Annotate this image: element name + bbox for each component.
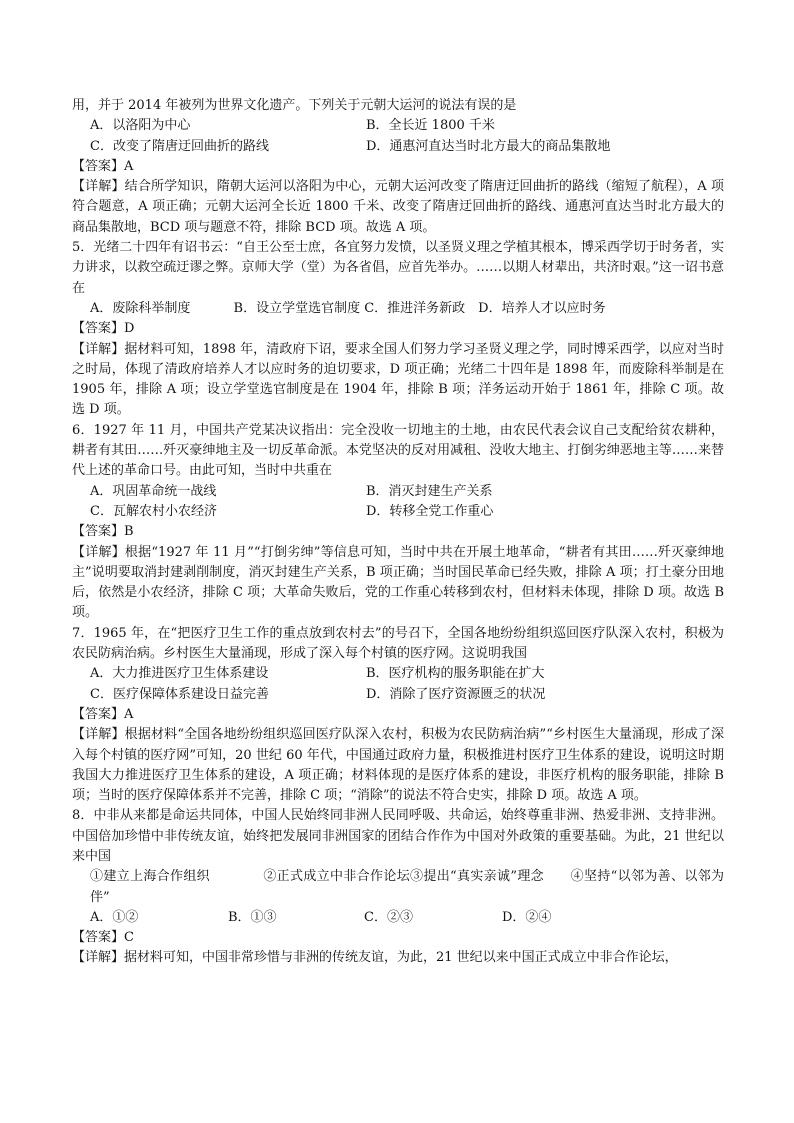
question-8: 8．中非从来都是命运共同体，中国人民始终同非洲人民同呼吸、共命运，始终尊重非洲、热爱非洲、支持非洲。中国倍加珍惜中非传统友谊，始终把发展同非洲国家的团结合作作为中国对外政策的重要基础。为此，21 世纪以来中国	[72, 808, 724, 864]
q6-answer: 【答案】B	[72, 524, 134, 540]
q7-option-d: D．消除了医疗资源匮乏的状况	[366, 686, 546, 702]
q7-option-a: A．大力推进医疗卫生体系建设	[90, 666, 269, 682]
q6-option-a: A．巩固革命统一战线	[90, 483, 217, 499]
q6-explanation: 【详解】根据“1927 年 11 月”“打倒劣绅”等信息可知，当时中共在开展土地革命，“耕者有其田……歼灭豪绅地主”说明要取消封建剥削制度，消灭封建生产关系，B 项正确；当时国民革命已经失败，排除 A 项；打土豪分田地后，依然是小农经济，排除 C 项；大革命失败后，党的工作重心转移到农村，但材料未体现，排除 D 项。故选 B 项。	[72, 544, 724, 621]
q8-statements: ①建立上海合作组织 ②正式成立中非合作论坛③提出“真实亲诚”理念 ④坚持“以邻为善、以邻为伴”	[90, 869, 724, 905]
q6-option-d: D．转移全党工作重心	[366, 503, 494, 519]
q4-answer: 【答案】A	[72, 158, 134, 174]
question-6: 6．1927 年 11 月，中国共产党某决议指出：完全没收一切地主的土地，由农民代表会议自己支配给贫农耕种，耕者有其田……歼灭豪绅地主及一切反革命派。本党坚决的反对用减租、没收大地主、打倒劣绅恶地主等……来替代上述的革命口号。由此可知，当时中共重在	[72, 422, 724, 479]
q7-explanation: 【详解】根据材料“全国各地纷纷组织巡回医疗队深入农村，积极为农民防病治病”“乡村医生大量涌现，形成了深入每个村镇的医疗网”可知，20 世纪 60 年代，中国通过政府力量，积极推进村医疗卫生体系的建设，说明这时期我国大力推进医疗卫生体系的建设，A 项正确；材料体现的是医疗体系的建设，非医疗机构的服务职能，排除 B 项；当时的医疗保障体系并不完善，排除 C 项；“消除”的说法不符合史实，排除 D 项。故选 A 项。	[72, 727, 724, 804]
q4-option-b: B．全长近 1800 千米	[366, 118, 495, 134]
q5-options: A．废除科举制度 B．设立学堂选官制度 C．推进洋务新政 D．培养人才以应时务	[90, 300, 606, 316]
q7-answer: 【答案】A	[72, 706, 134, 722]
q7-option-b: B．医疗机构的服务职能在扩大	[366, 666, 545, 682]
question-4-stem-tail: 用，并于 2014 年被列为世界文化遗产。下列关于元朝大运河的说法有误的是	[72, 98, 517, 113]
q4-option-d: D．通惠河直达当时北方最大的商品集散地	[366, 138, 611, 154]
q6-options-row-1	[72, 482, 724, 502]
q6-options-row-2	[72, 502, 724, 522]
q8-explanation: 【详解】据材料可知，中国非常珍惜与非洲的传统友谊，为此，21 世纪以来中国正式成立中非合作论坛，	[72, 950, 678, 966]
question-7: 7．1965 年，在“把医疗卫生工作的重点放到农村去”的号召下，全国各地纷纷组织巡回医疗队深入农村，积极为农民防病治病。乡村医生大量涌现，形成了深入每个村镇的医疗网。这说明我国	[72, 625, 724, 662]
q8-answer: 【答案】C	[72, 930, 134, 946]
q5-explanation: 【详解】据材料可知，1898 年，清政府下诏，要求全国人们努力学习圣贤义理之学，同时博采西学，以应对当时之时局，体现了清政府培养人才以应时务的迫切要求，D 项正确；光绪二十四年是 1898 年，而废除科举制是在 1905 年，排除 A 项；设立学堂选官制度是在 1904 年，排除 B 项；洋务运动开始于 1861 年，排除 C 项。故选 D 项。	[72, 341, 724, 418]
q7-options-row-2	[72, 685, 724, 705]
q4-options-row-1	[72, 116, 724, 136]
q4-explanation: 【详解】结合所学知识，隋朝大运河以洛阳为中心，元朝大运河改变了隋唐迂回曲折的路线（缩短了航程），A 项符合题意，A 项正确；元朝大运河全长近 1800 千米、改变了隋唐迂回曲折的路线、通惠河直达当时北方最大的商品集散地，BCD 项与题意不符，排除 BCD 项。故选 A 项。	[72, 179, 724, 235]
q6-option-b: B．消灭封建生产关系	[366, 483, 493, 499]
q4-options-row-2	[72, 137, 724, 157]
q8-options-row	[72, 908, 724, 928]
q8-option-b: B．①③	[228, 909, 277, 925]
q4-option-a: A．以洛阳为中心	[90, 118, 191, 134]
question-5: 5．光绪二十四年有诏书云：“自王公至士庶，各宜努力发愤，以圣贤义理之学植其根本，博采西学切于时务者，实力讲求，以救空疏迂谬之弊。京师大学（堂）为各省倡，应首先举办。……以期人材辈出，共济时艰。”这一诏书意在	[72, 240, 724, 296]
q8-option-d: D．②④	[502, 909, 552, 925]
q7-options-row-1	[72, 664, 724, 684]
q7-option-c: C．医疗保障体系建设日益完善	[90, 686, 269, 702]
q8-option-c: C．②③	[364, 909, 413, 925]
q4-option-c: C．改变了隋唐迂回曲折的路线	[90, 138, 269, 154]
q5-answer: 【答案】D	[72, 321, 135, 337]
document-page	[72, 96, 724, 969]
q6-option-c: C．瓦解农村小农经济	[90, 503, 217, 519]
q8-option-a: A．①②	[90, 909, 139, 925]
